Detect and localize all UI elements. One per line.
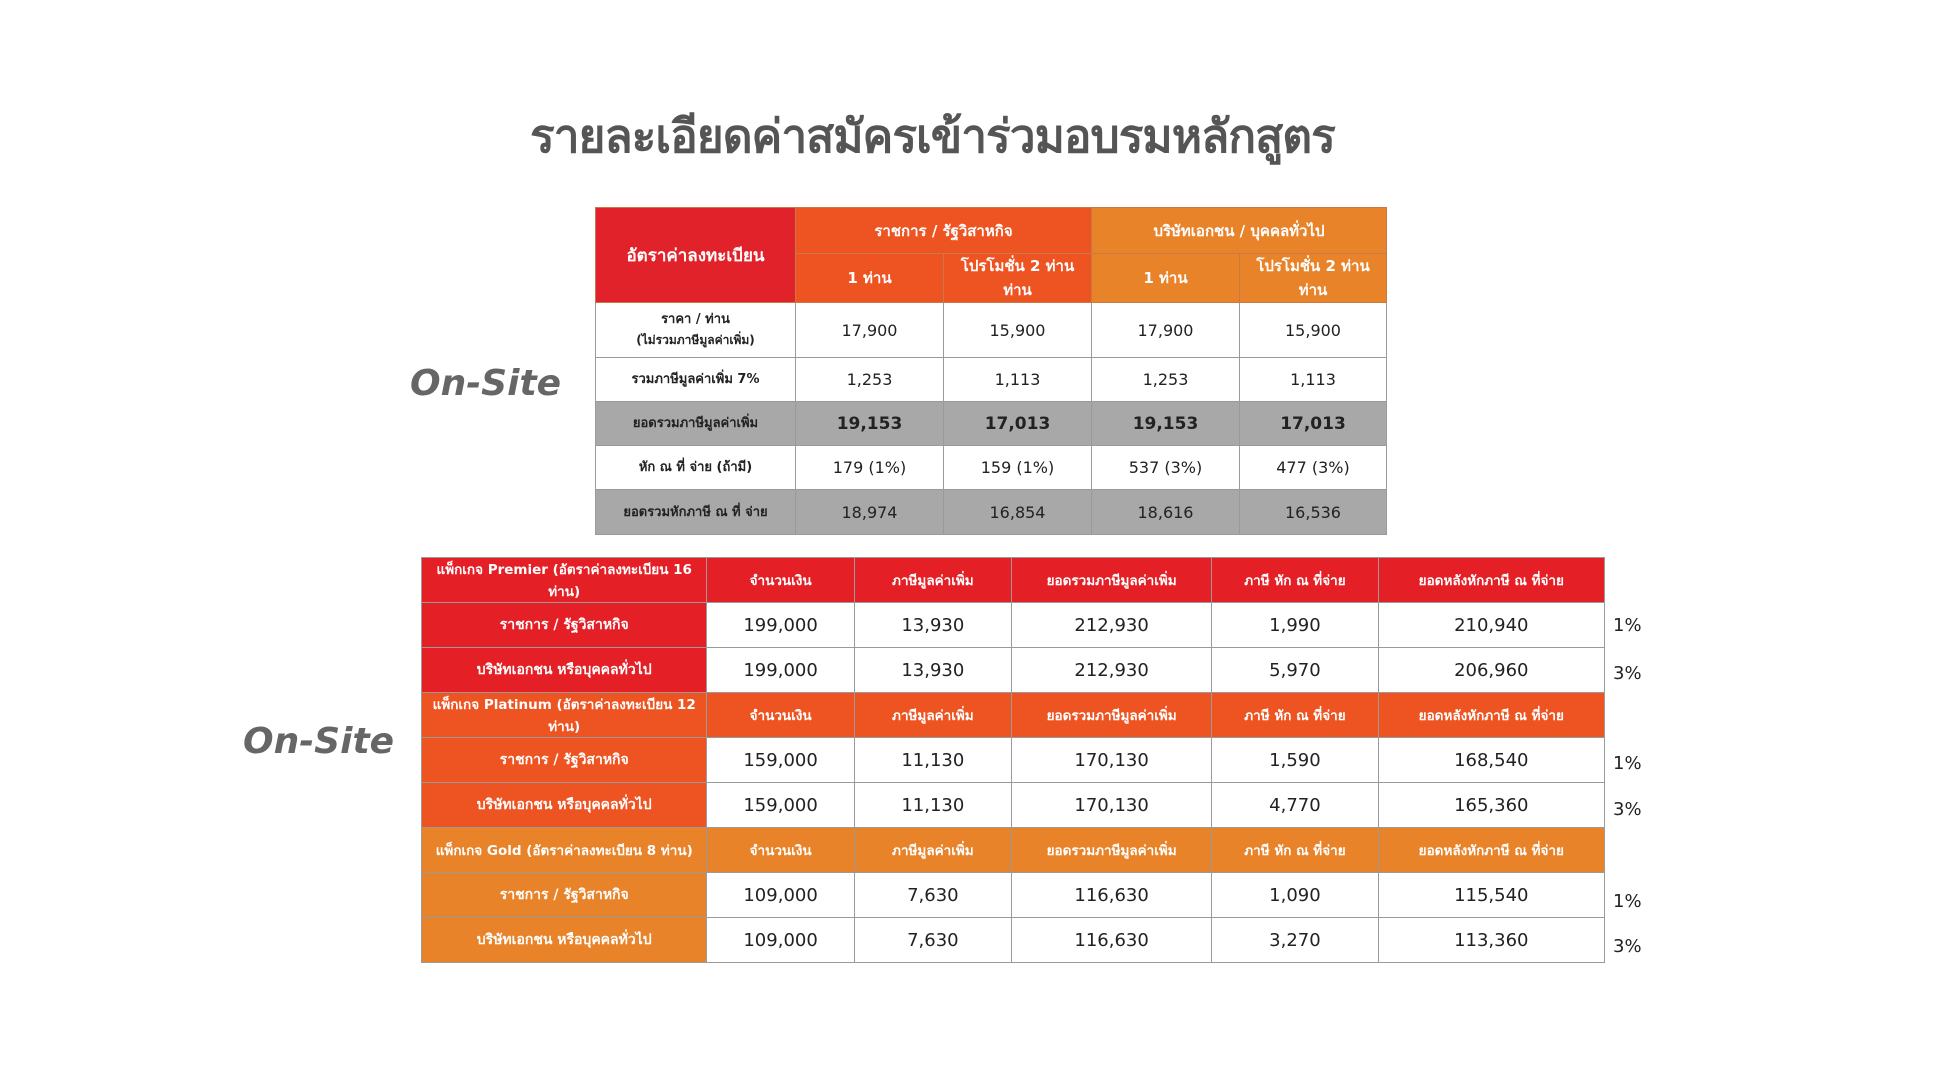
package-name: แพ็กเกจ Premier (อัตราค่าลงทะเบียน 16 ท่าน) [422, 558, 707, 603]
table-row [422, 873, 1605, 918]
cell-value: 159,000 [707, 783, 854, 828]
column-header: จำนวนเงิน [707, 828, 854, 873]
row-label-main: ราคา / ท่าน [661, 312, 730, 327]
cell-value: 13,930 [854, 648, 1011, 693]
row-label [596, 303, 796, 358]
cell-value: 537 (3%) [1092, 446, 1240, 490]
cell-value: 109,000 [707, 873, 854, 918]
cell-value: 11,130 [854, 783, 1011, 828]
cell-value: 109,000 [707, 918, 854, 963]
row-label-note: (ไม่รวมภาษีมูลค่าเพิ่ม) [636, 333, 755, 347]
row-label: ราชการ / รัฐวิสาหกิจ [422, 603, 707, 648]
table-row [596, 358, 1387, 402]
column-header: ภาษีมูลค่าเพิ่ม [854, 558, 1011, 603]
package-header-gold [422, 828, 1605, 873]
cell-value: 18,974 [796, 490, 944, 535]
onsite-label-packages: On-Site [243, 721, 395, 762]
withholding-percent: 1% [1613, 753, 1642, 774]
row-label: รวมภาษีมูลค่าเพิ่ม 7% [596, 358, 796, 402]
row-label: ราชการ / รัฐวิสาหกิจ [422, 738, 707, 783]
column-header: ยอดหลังหักภาษี ณ ที่จ่าย [1378, 558, 1604, 603]
column-header: จำนวนเงิน [707, 558, 854, 603]
cell-value: 1,090 [1212, 873, 1378, 918]
cell-value: 16,536 [1240, 490, 1387, 535]
cell-value: 199,000 [707, 648, 854, 693]
column-header: ยอดรวมภาษีมูลค่าเพิ่ม [1011, 558, 1211, 603]
package-name: แพ็กเกจ Platinum (อัตราค่าลงทะเบียน 12 ท่าน) [422, 693, 707, 738]
column-header: ภาษีมูลค่าเพิ่ม [854, 693, 1011, 738]
cell-value: 170,130 [1011, 783, 1211, 828]
row-label: ราชการ / รัฐวิสาหกิจ [422, 873, 707, 918]
group-private-header: บริษัทเอกชน / บุคคลทั่วไป [1092, 208, 1387, 254]
cell-value: 7,630 [854, 873, 1011, 918]
rate-table-corner: อัตราค่าลงทะเบียน [596, 208, 796, 303]
cell-value: 16,854 [944, 490, 1092, 535]
row-label: ยอดรวมภาษีมูลค่าเพิ่ม [596, 402, 796, 446]
cell-value: 199,000 [707, 603, 854, 648]
cell-value: 5,970 [1212, 648, 1378, 693]
table-row [422, 738, 1605, 783]
cell-value: 17,900 [796, 303, 944, 358]
subheader-private-promo: โปรโมชั่น 2 ท่าน ท่าน [1240, 254, 1387, 303]
withholding-percent: 1% [1613, 891, 1642, 912]
row-label: ยอดรวมหักภาษี ณ ที่ จ่าย [596, 490, 796, 535]
row-label: บริษัทเอกชน หรือบุคคลทั่วไป [422, 648, 707, 693]
cell-value: 4,770 [1212, 783, 1378, 828]
cell-value: 165,360 [1378, 783, 1604, 828]
cell-value: 212,930 [1011, 603, 1211, 648]
onsite-label-single: On-Site [410, 363, 562, 404]
cell-value: 17,013 [1240, 402, 1387, 446]
package-header-platinum [422, 693, 1605, 738]
cell-value: 7,630 [854, 918, 1011, 963]
cell-value: 13,930 [854, 603, 1011, 648]
cell-value: 115,540 [1378, 873, 1604, 918]
withholding-percent: 1% [1613, 615, 1642, 636]
withholding-percent: 3% [1613, 799, 1642, 820]
cell-value: 19,153 [796, 402, 944, 446]
column-header: ภาษี หัก ณ ที่จ่าย [1212, 693, 1378, 738]
column-header: ภาษีมูลค่าเพิ่ม [854, 828, 1011, 873]
package-rate-table [421, 557, 1605, 963]
column-header: ยอดหลังหักภาษี ณ ที่จ่าย [1378, 693, 1604, 738]
cell-value: 212,930 [1011, 648, 1211, 693]
package-name: แพ็กเกจ Gold (อัตราค่าลงทะเบียน 8 ท่าน) [422, 828, 707, 873]
cell-value: 1,113 [944, 358, 1092, 402]
cell-value: 11,130 [854, 738, 1011, 783]
package-header-premier [422, 558, 1605, 603]
cell-value: 168,540 [1378, 738, 1604, 783]
cell-value: 116,630 [1011, 873, 1211, 918]
column-header: ยอดรวมภาษีมูลค่าเพิ่ม [1011, 693, 1211, 738]
subheader-private-single: 1 ท่าน [1092, 254, 1240, 303]
cell-value: 19,153 [1092, 402, 1240, 446]
cell-value: 1,253 [796, 358, 944, 402]
table-row [422, 648, 1605, 693]
table-row [596, 303, 1387, 358]
column-header: ยอดรวมภาษีมูลค่าเพิ่ม [1011, 828, 1211, 873]
cell-value: 170,130 [1011, 738, 1211, 783]
cell-value: 18,616 [1092, 490, 1240, 535]
cell-value: 1,253 [1092, 358, 1240, 402]
cell-value: 1,113 [1240, 358, 1387, 402]
table-row [596, 446, 1387, 490]
column-header: ยอดหลังหักภาษี ณ ที่จ่าย [1378, 828, 1604, 873]
cell-value: 159 (1%) [944, 446, 1092, 490]
cell-value: 15,900 [944, 303, 1092, 358]
column-header: ภาษี หัก ณ ที่จ่าย [1212, 828, 1378, 873]
row-label: บริษัทเอกชน หรือบุคคลทั่วไป [422, 783, 707, 828]
cell-value: 113,360 [1378, 918, 1604, 963]
cell-value: 477 (3%) [1240, 446, 1387, 490]
cell-value: 15,900 [1240, 303, 1387, 358]
column-header: ภาษี หัก ณ ที่จ่าย [1212, 558, 1378, 603]
cell-value: 17,900 [1092, 303, 1240, 358]
subheader-gov-promo: โปรโมชั่น 2 ท่าน ท่าน [944, 254, 1092, 303]
subheader-gov-single: 1 ท่าน [796, 254, 944, 303]
cell-value: 179 (1%) [796, 446, 944, 490]
cell-value: 17,013 [944, 402, 1092, 446]
withholding-percent: 3% [1613, 663, 1642, 684]
table-row [596, 402, 1387, 446]
withholding-percent: 3% [1613, 936, 1642, 957]
row-label: บริษัทเอกชน หรือบุคคลทั่วไป [422, 918, 707, 963]
cell-value: 1,590 [1212, 738, 1378, 783]
group-government-header: ราชการ / รัฐวิสาหกิจ [796, 208, 1092, 254]
cell-value: 116,630 [1011, 918, 1211, 963]
table-row [596, 490, 1387, 535]
table-row [422, 918, 1605, 963]
table-row [422, 603, 1605, 648]
cell-value: 1,990 [1212, 603, 1378, 648]
cell-value: 206,960 [1378, 648, 1604, 693]
page-title: รายละเอียดค่าสมัครเข้าร่วมอบรมหลักสูตร [530, 109, 1335, 163]
cell-value: 210,940 [1378, 603, 1604, 648]
registration-rate-table [595, 207, 1387, 535]
row-label: หัก ณ ที่ จ่าย (ถ้ามี) [596, 446, 796, 490]
table-row [422, 783, 1605, 828]
cell-value: 159,000 [707, 738, 854, 783]
cell-value: 3,270 [1212, 918, 1378, 963]
column-header: จำนวนเงิน [707, 693, 854, 738]
